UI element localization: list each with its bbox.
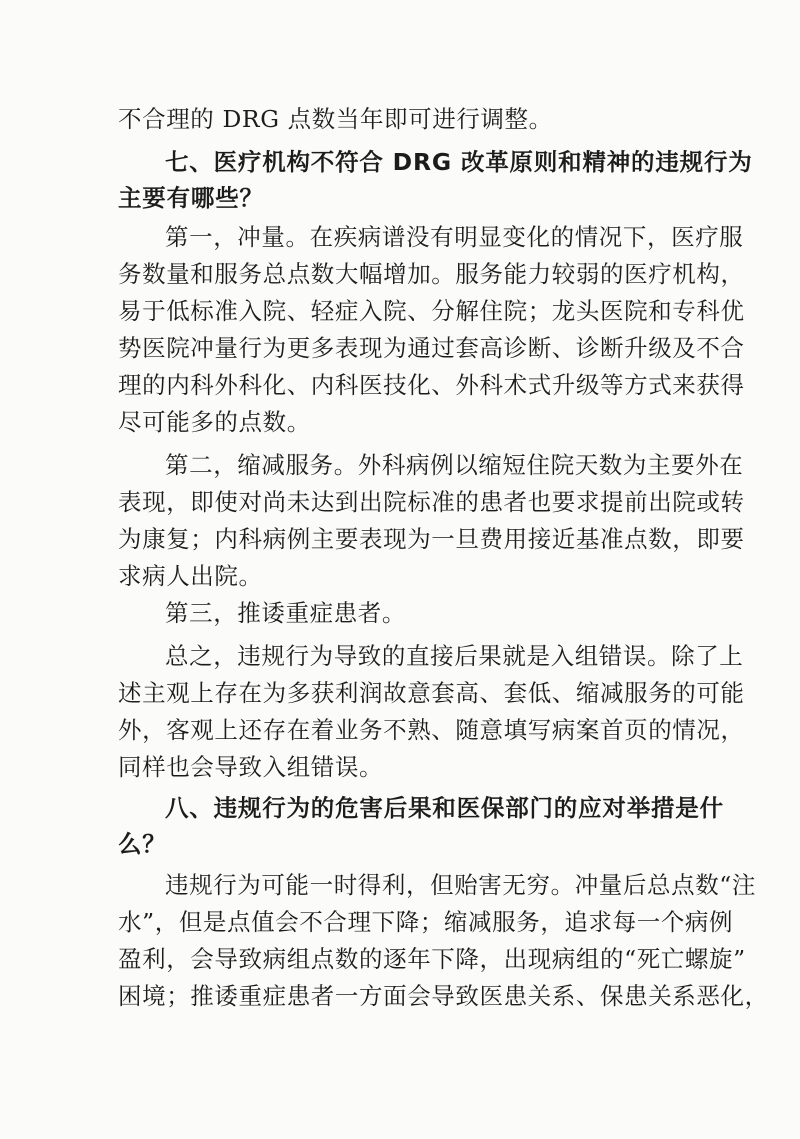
text-line: 理的内科外科化、内科医技化、外科术式升级等方式来获得 — [118, 371, 745, 399]
section-8-heading: 么？ — [118, 830, 167, 858]
text-line: 第三，推诿重症患者。 — [165, 599, 406, 627]
section-8-heading: 八、违规行为的危害后果和医保部门的应对举措是什 — [165, 794, 724, 822]
text-line: 第二，缩减服务。外科病例以缩短住院天数为主要外在 — [165, 451, 744, 479]
text-line: 述主观上存在为多获利润故意套高、套低、缩减服务的可能 — [118, 679, 745, 707]
text-line: 求病人出院。 — [118, 562, 263, 590]
text-line: 第一，冲量。在疾病谱没有明显变化的情况下，医疗服 — [165, 223, 744, 251]
text-line: 水”，但是点值会不合理下降；缩减服务，追求每一个病例 — [118, 908, 734, 936]
text-line: 违规行为可能一时得利，但贻害无穷。冲量后总点数“注 — [165, 871, 757, 899]
text-line: 表现，即使对尚未达到出院标准的患者也要求提前出院或转 — [118, 488, 745, 516]
text-line: 总之，违规行为导致的直接后果就是入组错误。除了上 — [165, 642, 744, 670]
text-line: 尽可能多的点数。 — [118, 408, 311, 436]
text-line: 务数量和服务总点数大幅增加。服务能力较弱的医疗机构， — [118, 260, 745, 288]
text-line: 不合理的 DRG 点数当年即可进行调整。 — [118, 105, 553, 133]
text-line: 势医院冲量行为更多表现为通过套高诊断、诊断升级及不合 — [118, 334, 745, 362]
text-line: 为康复；内科病例主要表现为一旦费用接近基准点数，即要 — [118, 525, 745, 553]
text-line: 同样也会导致入组错误。 — [118, 753, 384, 781]
section-7-heading: 七、医疗机构不符合 DRG 改革原则和精神的违规行为 — [165, 148, 753, 176]
section-7-heading: 主要有哪些？ — [118, 184, 264, 212]
text-line: 易于低标准入院、轻症入院、分解住院；龙头医院和专科优 — [118, 297, 745, 325]
text-line: 困境；推诿重症患者一方面会导致医患关系、保患关系恶化， — [118, 982, 769, 1010]
text-line: 盈利，会导致病组点数的逐年下降，出现病组的“死亡螺旋” — [118, 945, 746, 973]
text-line: 外，客观上还存在着业务不熟、随意填写病案首页的情况， — [118, 716, 745, 744]
